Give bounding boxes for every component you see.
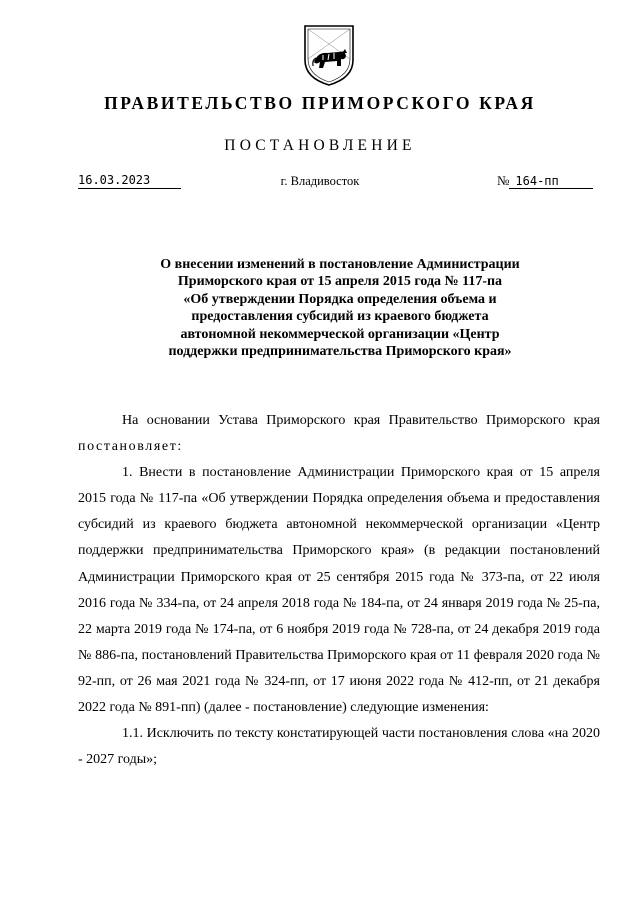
subject-line: «Об утверждении Порядка определения объема и bbox=[183, 291, 497, 307]
coat-of-arms-emblem bbox=[301, 22, 357, 88]
body-paragraph-1: 1. Внести в постановление Администрации Приморского края от 15 апреля 2015 года № 117-па «Об утверждении Порядка определения объема и предоставления субсидий из краевого бюджета автономной некоммерческой организации «Центр поддержки предпринимательства Приморского края» (в редакции постановлений Администрации Приморского края от 25 сентября 2015 года № 373-па, от 22 июля 2016 года № 334-па, от 24 апреля 2018 года № 184-па, от 24 января 2019 года № 25-па, 22 марта 2019 года № 174-па, от 6 ноября 2019 года № 728-па, от 24 декабря 2019 года № 886-па, постановлений Правительства Приморского края от 11 февраля 2020 года № 92-пп, от 26 мая 2021 года № 324-пп, от 17 июня 2022 года № 412-пп, от 21 декабря 2022 года № 891-пп) (далее - постановление) следующие изменения: bbox=[78, 465, 600, 716]
intro-spaced-word: постановляет: bbox=[78, 439, 183, 455]
intro-text: На основании Устава Приморского края Правительство Приморского края bbox=[122, 413, 600, 428]
document-city: г. Владивосток bbox=[280, 174, 360, 188]
document-date: 16.03.2023 bbox=[78, 173, 181, 189]
subject-line: предоставления субсидий из краевого бюджета bbox=[191, 309, 489, 325]
document-subject bbox=[110, 256, 570, 360]
body-paragraph-intro bbox=[78, 408, 600, 460]
subject-line: О внесении изменений в постановление Администрации bbox=[160, 257, 520, 272]
number-sign: № bbox=[497, 173, 510, 188]
document-body bbox=[78, 408, 600, 773]
government-title: ПРАВИТЕЛЬСТВО ПРИМОРСКОГО КРАЯ bbox=[104, 93, 536, 113]
subject-line: поддержки предпринимательства Приморского края» bbox=[168, 344, 512, 360]
document-number-value: 164-пп bbox=[509, 174, 593, 189]
subject-line: Приморского края от 15 апреля 2015 года № 117-па bbox=[177, 274, 503, 290]
body-paragraph-1-1: 1.1. Исключить по тексту констатирующей части постановления слова «на 2020 - 2027 годы»; bbox=[78, 726, 600, 768]
subject-line: автономной некоммерческой организации «Центр bbox=[180, 326, 500, 342]
document-type: ПОСТАНОВЛЕНИЕ bbox=[224, 137, 416, 154]
document-number bbox=[497, 173, 593, 189]
